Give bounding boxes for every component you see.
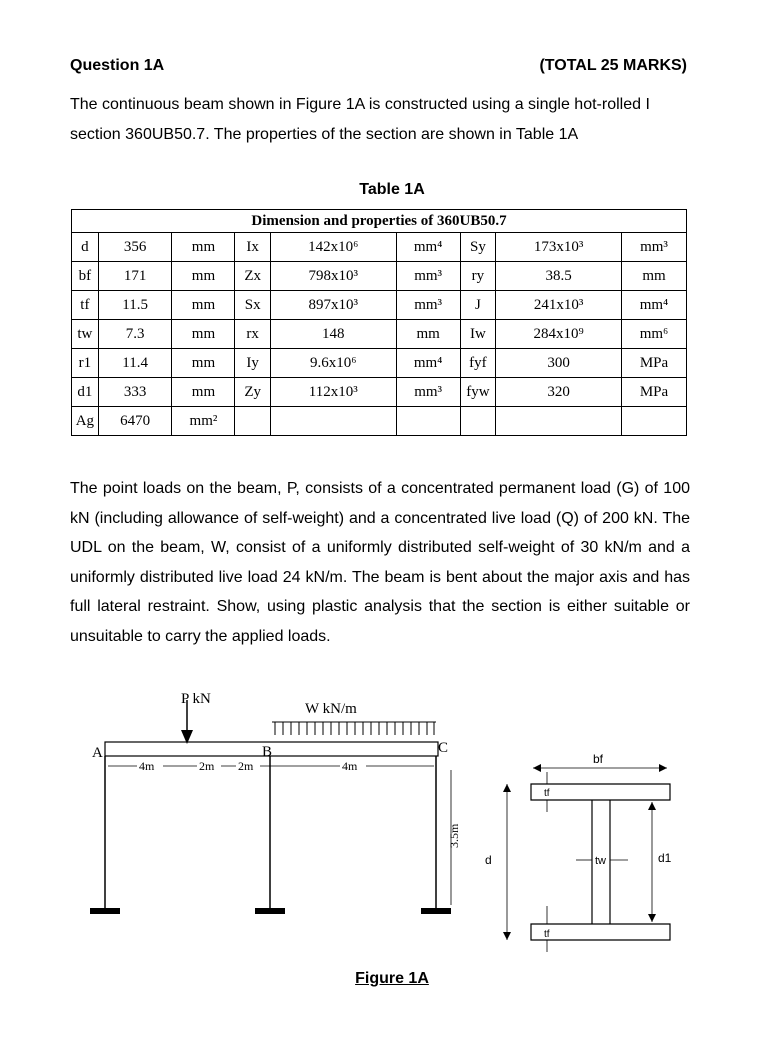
dim-4m-left: 4m (139, 759, 155, 773)
question-title: Question 1A (70, 57, 165, 74)
table-cell: 148 (270, 320, 396, 349)
dim-2m-a: 2m (199, 759, 215, 773)
tf-bottom-label: tf (544, 929, 550, 940)
table-cell: 11.4 (98, 349, 172, 378)
table-row (72, 320, 687, 349)
udl-arrows (272, 722, 436, 735)
table-cell: Ag (72, 407, 99, 436)
table-cell: Ix (235, 233, 270, 262)
fixed-support-b (255, 908, 285, 914)
table-cell: tf (72, 291, 99, 320)
table-cell: MPa (622, 378, 687, 407)
table-row (72, 407, 687, 436)
table-caption: Table 1A (359, 181, 425, 198)
table-cell (496, 407, 622, 436)
table-cell: 11.5 (98, 291, 172, 320)
table-cell: MPa (622, 349, 687, 378)
table-cell: 300 (496, 349, 622, 378)
table-cell: Iy (235, 349, 270, 378)
node-b-label: B (262, 744, 273, 760)
udl-label: W kN/m (305, 701, 357, 717)
table-cell: mm³ (396, 262, 460, 291)
table-cell: mm (172, 291, 235, 320)
table-cell: rx (235, 320, 270, 349)
table-cell: mm⁴ (396, 233, 460, 262)
point-load-label: P kN (181, 691, 211, 707)
table-cell: mm (172, 349, 235, 378)
table-title: Dimension and properties of 360UB50.7 (72, 210, 687, 233)
table-row (72, 349, 687, 378)
total-marks: (TOTAL 25 MARKS) (539, 57, 687, 74)
frame-figure (0, 680, 784, 970)
table-row (72, 291, 687, 320)
table-cell (460, 407, 496, 436)
node-c-label: C (438, 740, 449, 756)
table-cell: 356 (98, 233, 172, 262)
table-cell: r1 (72, 349, 99, 378)
table-cell (622, 407, 687, 436)
table-cell: tw (72, 320, 99, 349)
table-cell: 798x10³ (270, 262, 396, 291)
table-cell: Sx (235, 291, 270, 320)
table-cell: mm² (172, 407, 235, 436)
table-cell: 7.3 (98, 320, 172, 349)
table-cell (396, 407, 460, 436)
table-cell: 142x10⁶ (270, 233, 396, 262)
table-cell: d1 (72, 378, 99, 407)
table-cell (235, 407, 270, 436)
table-row (72, 378, 687, 407)
table-cell: bf (72, 262, 99, 291)
table-cell: mm (396, 320, 460, 349)
table-cell: 6470 (98, 407, 172, 436)
table-cell: 112x10³ (270, 378, 396, 407)
dim-4m-right: 4m (342, 759, 358, 773)
table-cell: 173x10³ (496, 233, 622, 262)
table-cell: ry (460, 262, 496, 291)
intro-paragraph: The continuous beam shown in Figure 1A is constructed using a single hot-rolled I section 360UB50.7. The properties of the section are shown in Table 1A (70, 96, 650, 143)
table-cell: 9.6x10⁶ (270, 349, 396, 378)
table-cell: fyf (460, 349, 496, 378)
d1-label: d1 (658, 851, 672, 865)
table-cell: mm (172, 320, 235, 349)
table-cell: d (72, 233, 99, 262)
table-cell: mm (622, 262, 687, 291)
table-cell: Sy (460, 233, 496, 262)
table-cell: 171 (98, 262, 172, 291)
table-cell: mm⁴ (622, 291, 687, 320)
table-cell: 897x10³ (270, 291, 396, 320)
table-cell: 38.5 (496, 262, 622, 291)
table-cell: Zx (235, 262, 270, 291)
table-cell: Zy (235, 378, 270, 407)
fixed-support-a (90, 908, 120, 914)
tf-top-label: tf (544, 788, 550, 799)
node-a-label: A (92, 745, 103, 761)
table-row (72, 233, 687, 262)
table-cell: mm³ (622, 233, 687, 262)
table-cell: mm³ (396, 378, 460, 407)
table-cell (270, 407, 396, 436)
table-cell: mm (172, 233, 235, 262)
table-cell: fyw (460, 378, 496, 407)
table-cell: 320 (496, 378, 622, 407)
table-cell: mm⁶ (622, 320, 687, 349)
table-cell: mm (172, 262, 235, 291)
table-cell: 241x10³ (496, 291, 622, 320)
dim-2m-b: 2m (238, 759, 254, 773)
dim-height: 3.5m (447, 823, 461, 848)
table-cell: mm³ (396, 291, 460, 320)
properties-table (71, 209, 687, 436)
table-cell: J (460, 291, 496, 320)
table-cell: mm (172, 378, 235, 407)
table-cell: 333 (98, 378, 172, 407)
d-label: d (485, 853, 492, 867)
table-row (72, 262, 687, 291)
fixed-support-c (421, 908, 451, 914)
tw-label: tw (595, 855, 606, 867)
bf-label: bf (593, 752, 604, 766)
table-cell: 284x10⁹ (496, 320, 622, 349)
table-cell: mm⁴ (396, 349, 460, 378)
table-cell: Iw (460, 320, 496, 349)
loading-paragraph: The point loads on the beam, P, consists of a concentrated permanent load (G) of 100 kN (including allowance of self-weight) and a concentrated live load (Q) of 200 kN. The UDL on the beam, W, consist of a uniformly distributed self-weight of 30 kN/m and a uniformly distributed live load 24 kN/m. The beam is bent about the major axis and has full lateral restraint. Show, using plastic analysis that the section is either suitable or unsuitable to carry the applied loads. (70, 480, 690, 645)
figure-caption: Figure 1A (355, 970, 429, 987)
